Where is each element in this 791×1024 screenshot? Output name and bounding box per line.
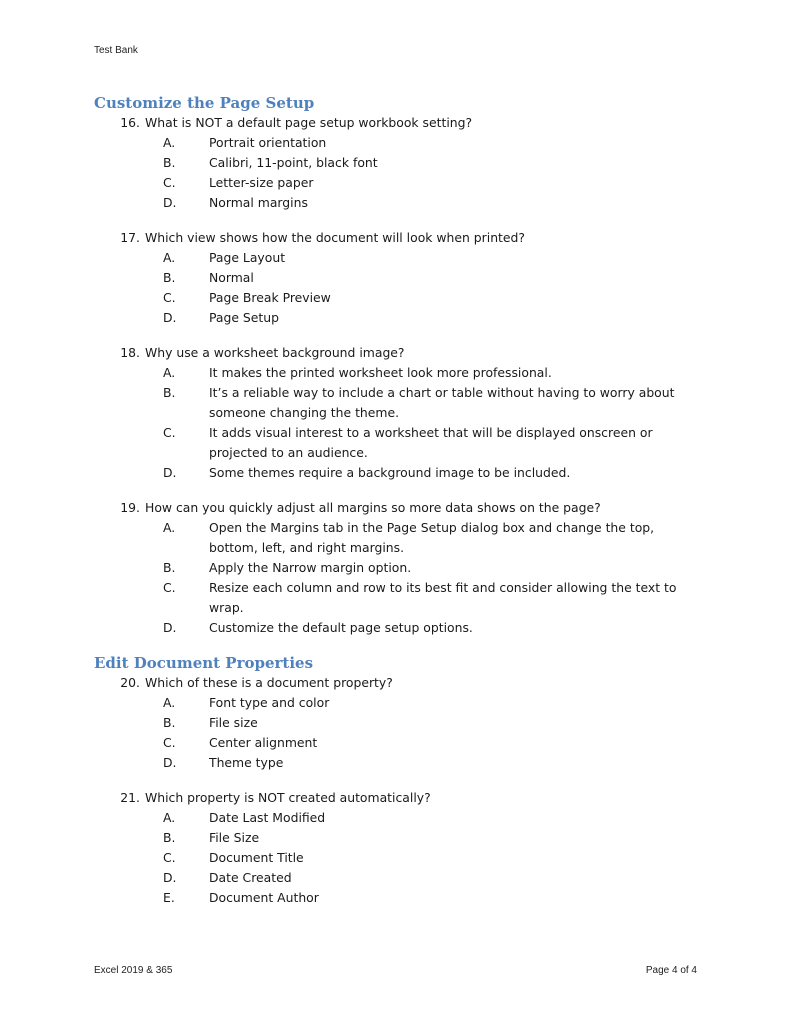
document-body — [94, 93, 704, 923]
answer-list — [94, 693, 704, 773]
answer-letter: C. — [163, 290, 176, 305]
answer-option — [94, 153, 704, 173]
page-header: Test Bank — [94, 45, 138, 56]
question-text: Which view shows how the document will look when printed? — [145, 230, 525, 245]
answer-text: Theme type — [209, 755, 284, 770]
answer-text: Some themes require a background image to be included. — [209, 465, 571, 480]
footer-left: Excel 2019 & 365 — [94, 965, 173, 976]
answer-text: Page Layout — [209, 250, 286, 265]
question-text: Which of these is a document property? — [145, 675, 393, 690]
answer-option — [94, 693, 704, 713]
answer-text: Customize the default page setup options. — [209, 620, 473, 635]
answer-option — [94, 268, 704, 288]
question-text: What is NOT a default page setup workbook setting? — [145, 115, 473, 130]
answer-option — [94, 808, 704, 828]
answer-option — [94, 383, 704, 423]
answer-list — [94, 518, 704, 638]
answer-letter: C. — [163, 735, 176, 750]
answer-option — [94, 753, 704, 773]
answer-letter: B. — [163, 560, 176, 575]
section-heading: Edit Document Properties — [94, 654, 314, 672]
answer-letter: C. — [163, 580, 176, 595]
answer-text: Calibri, 11-point, black font — [209, 155, 378, 170]
question-stem — [94, 343, 704, 363]
answer-letter: B. — [163, 385, 176, 400]
answer-option — [94, 363, 704, 383]
question-text: How can you quickly adjust all margins so more data shows on the page? — [145, 500, 601, 515]
answer-letter: A. — [163, 695, 176, 710]
question-stem — [94, 113, 704, 133]
answer-option — [94, 463, 704, 483]
answer-letter: E. — [163, 890, 175, 905]
answer-text: Resize each column and row to its best fit and consider allowing the text to wrap. — [209, 580, 677, 615]
answer-text: Date Created — [209, 870, 292, 885]
answer-option — [94, 618, 704, 638]
answer-option — [94, 308, 704, 328]
answer-letter: C. — [163, 425, 176, 440]
answer-option — [94, 713, 704, 733]
answer-letter: A. — [163, 810, 176, 825]
answer-text: Page Setup — [209, 310, 279, 325]
answer-option — [94, 848, 704, 868]
answer-text: Letter-size paper — [209, 175, 314, 190]
answer-text: It’s a reliable way to include a chart or table without having to worry about someone changing the theme. — [209, 385, 675, 420]
answer-letter: C. — [163, 175, 176, 190]
answer-text: It adds visual interest to a worksheet that will be displayed onscreen or projected to an audience. — [209, 425, 653, 460]
answer-letter: B. — [163, 715, 176, 730]
section — [94, 653, 704, 908]
answer-option — [94, 578, 704, 618]
answer-letter: D. — [163, 870, 177, 885]
question-number: 21. — [120, 790, 140, 805]
answer-letter: A. — [163, 250, 176, 265]
answer-option — [94, 888, 704, 908]
answer-text: Normal — [209, 270, 254, 285]
answer-text: Page Break Preview — [209, 290, 331, 305]
answer-text: File size — [209, 715, 258, 730]
answer-letter: B. — [163, 270, 176, 285]
question-stem — [94, 498, 704, 518]
answer-option — [94, 518, 704, 558]
answer-text: Document Author — [209, 890, 319, 905]
answer-text: Document Title — [209, 850, 304, 865]
answer-list — [94, 248, 704, 328]
answer-option — [94, 868, 704, 888]
question-number: 18. — [120, 345, 140, 360]
answer-text: Center alignment — [209, 735, 318, 750]
question-stem — [94, 788, 704, 808]
question — [94, 498, 704, 638]
footer-page-number: Page 4 of 4 — [645, 965, 697, 976]
answer-option — [94, 248, 704, 268]
answer-text: Normal margins — [209, 195, 308, 210]
section — [94, 93, 704, 638]
answer-option — [94, 423, 704, 463]
answer-letter: D. — [163, 620, 177, 635]
answer-letter: C. — [163, 850, 176, 865]
answer-letter: D. — [163, 755, 177, 770]
question — [94, 788, 704, 908]
answer-text: Open the Margins tab in the Page Setup dialog box and change the top, bottom, left, and right margins. — [209, 520, 655, 555]
question — [94, 673, 704, 773]
answer-list — [94, 133, 704, 213]
question-stem — [94, 673, 704, 693]
answer-option — [94, 558, 704, 578]
question-number: 20. — [120, 675, 140, 690]
question-text: Why use a worksheet background image? — [145, 345, 405, 360]
question — [94, 228, 704, 328]
answer-letter: D. — [163, 195, 177, 210]
question-number: 17. — [120, 230, 140, 245]
question — [94, 343, 704, 483]
answer-letter: A. — [163, 520, 176, 535]
answer-letter: B. — [163, 155, 176, 170]
answer-option — [94, 193, 704, 213]
answer-letter: D. — [163, 465, 177, 480]
question-number: 16. — [120, 115, 140, 130]
answer-option — [94, 288, 704, 308]
answer-option — [94, 173, 704, 193]
answer-option — [94, 133, 704, 153]
answer-letter: A. — [163, 135, 176, 150]
answer-text: Font type and color — [209, 695, 330, 710]
answer-text: Date Last Modified — [209, 810, 326, 825]
question-text: Which property is NOT created automatically? — [145, 790, 431, 805]
answer-option — [94, 733, 704, 753]
section-heading: Customize the Page Setup — [94, 94, 315, 112]
answer-list — [94, 808, 704, 908]
answer-option — [94, 828, 704, 848]
answer-list — [94, 363, 704, 483]
answer-text: Apply the Narrow margin option. — [209, 560, 412, 575]
answer-text: File Size — [209, 830, 260, 845]
answer-letter: D. — [163, 310, 177, 325]
question — [94, 113, 704, 213]
answer-text: Portrait orientation — [209, 135, 327, 150]
question-number: 19. — [120, 500, 140, 515]
answer-letter: B. — [163, 830, 176, 845]
answer-text: It makes the printed worksheet look more professional. — [209, 365, 552, 380]
question-stem — [94, 228, 704, 248]
answer-letter: A. — [163, 365, 176, 380]
